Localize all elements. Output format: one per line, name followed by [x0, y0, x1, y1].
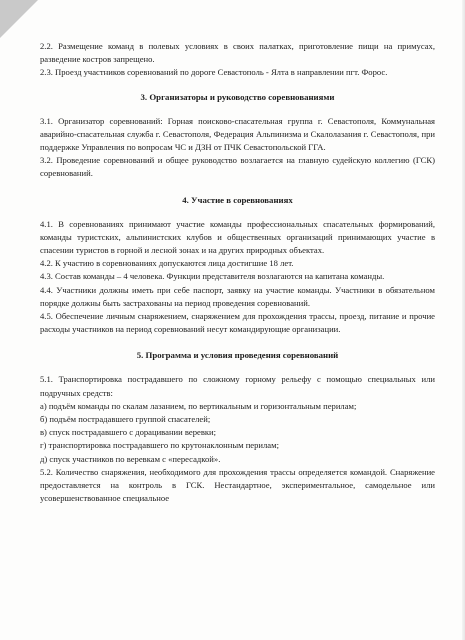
list-item-d: г) транспортировка пострадавшего по крутонаклонным перилам;	[40, 440, 279, 451]
paragraph-4-5: 4.5. Обеспечение личным снаряжением, снаряжением для прохождения трассы, проезд, питание и прочие расходы участников на период соревнований несут командирующие организации.	[40, 311, 435, 335]
list-item-c: в) спуск пострадавшего с дорацивании веревки;	[40, 427, 217, 438]
paragraph-4-2: 4.2. К участию в соревнованиях допускаются лица достигшие 18 лет.	[40, 258, 294, 269]
section-5-heading: 5. Программа и условия проведения соревнований	[136, 350, 339, 361]
paragraph-4-4: 4.4. Участники должны иметь при себе паспорт, заявку на участие команды. Участники в обязательном порядке должны быть застрахованы на период проведения соревнований.	[40, 284, 435, 308]
paragraph-3-1: 3.1. Организатор соревнований: Горная поисково-спасательная группа г. Севастополя, Коммунальная аварийно-спасательная служба г. Севастополя, Федерация Альпинизма и Скалолазания г. Севастополя, при поддержке Управления по вопросам ЧС и ДЗН от ПЧК Севастопольской ГГА.	[40, 115, 435, 153]
paragraph-4-1: 4.1. В соревнованиях принимают участие команды профессиональных спасательных формирований, команды туристских, альпинистских клубов и общественных организаций принимающих участие в спасении туристов в горной и лесной зонах и на других природных объектах.	[40, 218, 435, 256]
folded-corner	[0, 0, 38, 38]
document-body	[40, 40, 435, 505]
paragraph-3-2: 3.2. Проведение соревнований и общее руководство возлагается на главную судейскую коллегию (ГСК) соревнований.	[40, 155, 435, 179]
list-item-e: д) спуск участников по веревкам с «пересадкой».	[40, 453, 221, 464]
list-item-a: а) подъём команды по скалам лазанием, по вертикальным и горизонтальным перилам;	[40, 400, 357, 411]
paragraph-5-2: 5.2. Количество снаряжения, необходимого для прохождения трассы определяется командой. Снаряжение предоставляется на контроль в ГСК. Нестандартное, экспериментальное, самодельное или усовершенствованное специальное	[40, 466, 435, 504]
list-item-b: б) подъём пострадавшего группой спасателей;	[40, 414, 211, 425]
paragraph-2-3: 2.3. Проезд участников соревнований по дороге Севастополь - Ялта в направлении пгт. Форос.	[40, 67, 388, 78]
section-4-heading: 4. Участие в соревнованиях	[182, 194, 293, 205]
paragraph-2-2: 2.2. Размещение команд в полевых условиях в своих палатках, приготовление пищи на примусах, разведение костров запрещено.	[40, 41, 435, 65]
paragraph-5-1: 5.1. Транспортировка пострадавшего по сложному горному рельефу с помощью специальных или подручных средств:	[40, 374, 435, 398]
section-3-heading: 3. Организаторы и руководство соревнованиями	[140, 91, 335, 102]
paragraph-4-3: 4.3. Состав команды – 4 человека. Функции представителя возлагаются на капитана команды.	[40, 271, 385, 282]
